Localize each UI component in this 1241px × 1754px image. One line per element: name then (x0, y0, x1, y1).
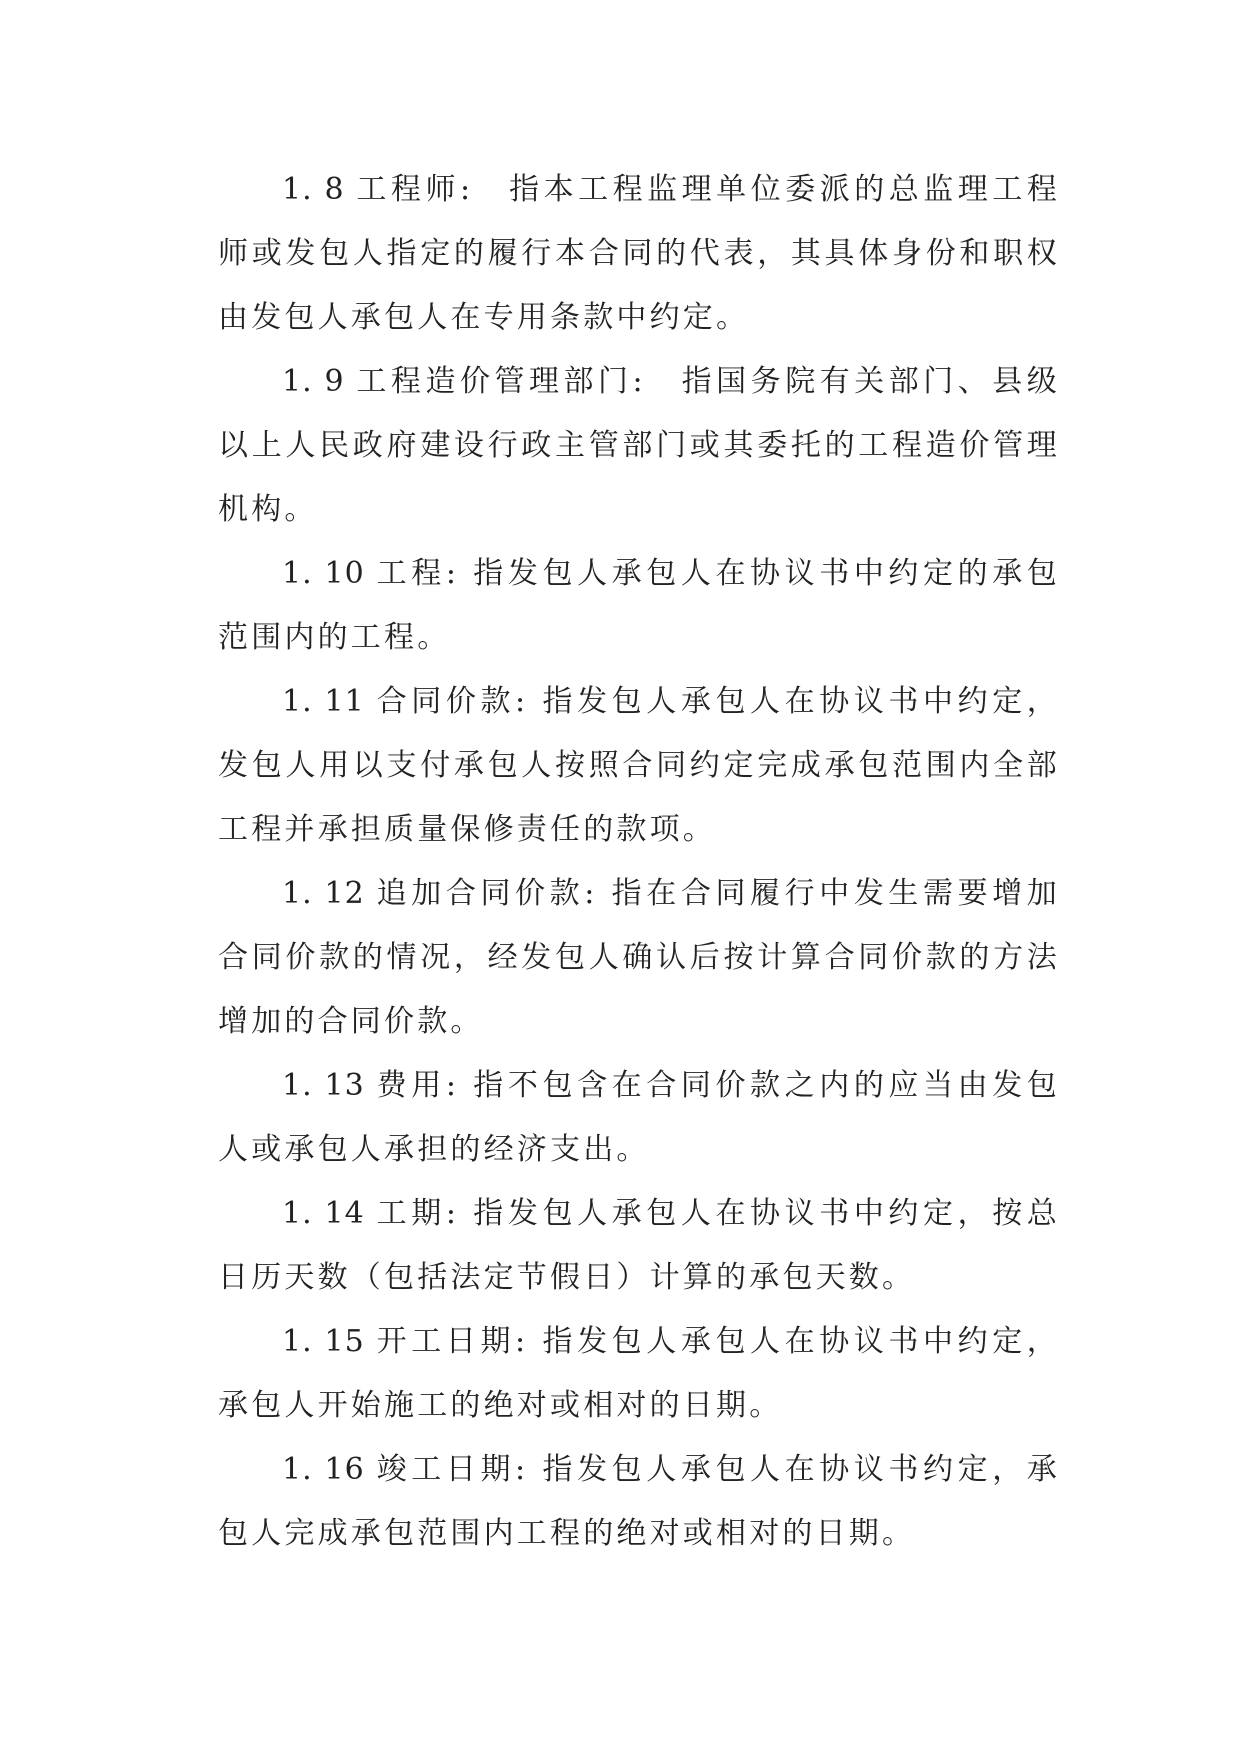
clause-number: 1. 13 (282, 1068, 377, 1103)
clause-text: 工期: 指发包人承包人在协议书中约定，按总日历天数（包括法定节假日）计算的承包天数。 (218, 1196, 1061, 1295)
clause-1-12 (218, 862, 1060, 1054)
clause-number: 1. 11 (282, 684, 377, 719)
clause-1-15 (218, 1310, 1060, 1438)
clause-text: 追加合同价款: 指在合同履行中发生需要增加合同价款的情况，经发包人确认后按计算合同价款的方法增加的合同价款。 (218, 876, 1061, 1039)
clause-number: 1. 8 (282, 172, 357, 207)
clause-number: 1. 10 (282, 556, 377, 591)
clause-number: 1. 14 (282, 1196, 377, 1231)
clause-text: 工程造价管理部门: 指国务院有关部门、县级以上人民政府建设行政主管部门或其委托的工程造价管理机构。 (218, 364, 1060, 527)
clause-1-8 (218, 158, 1060, 350)
clause-1-9 (218, 350, 1060, 542)
clause-number: 1. 15 (282, 1324, 377, 1359)
clause-text: 工程师: 指本工程监理单位委派的总监理工程师或发包人指定的履行本合同的代表，其具体身份和职权由发包人承包人在专用条款中约定。 (218, 172, 1060, 335)
clause-number: 1. 16 (282, 1452, 377, 1487)
document-body (218, 158, 1060, 1566)
clause-text: 工程: 指发包人承包人在协议书中约定的承包范围内的工程。 (218, 556, 1061, 655)
clause-1-13 (218, 1054, 1060, 1182)
clause-text: 竣工日期: 指发包人承包人在协议书约定，承包人完成承包范围内工程的绝对或相对的日期。 (218, 1452, 1061, 1551)
clause-number: 1. 9 (282, 364, 357, 399)
clause-text: 合同价款: 指发包人承包人在协议书中约定，发包人用以支付承包人按照合同约定完成承包范围内全部工程并承担质量保修责任的款项。 (218, 684, 1061, 847)
clause-1-11 (218, 670, 1060, 862)
clause-text: 开工日期: 指发包人承包人在协议书中约定，承包人开始施工的绝对或相对的日期。 (218, 1324, 1061, 1423)
clause-1-14 (218, 1182, 1060, 1310)
clause-1-16 (218, 1438, 1060, 1566)
clause-text: 费用: 指不包含在合同价款之内的应当由发包人或承包人承担的经济支出。 (218, 1068, 1061, 1167)
clause-1-10 (218, 542, 1060, 670)
clause-number: 1. 12 (282, 876, 377, 911)
